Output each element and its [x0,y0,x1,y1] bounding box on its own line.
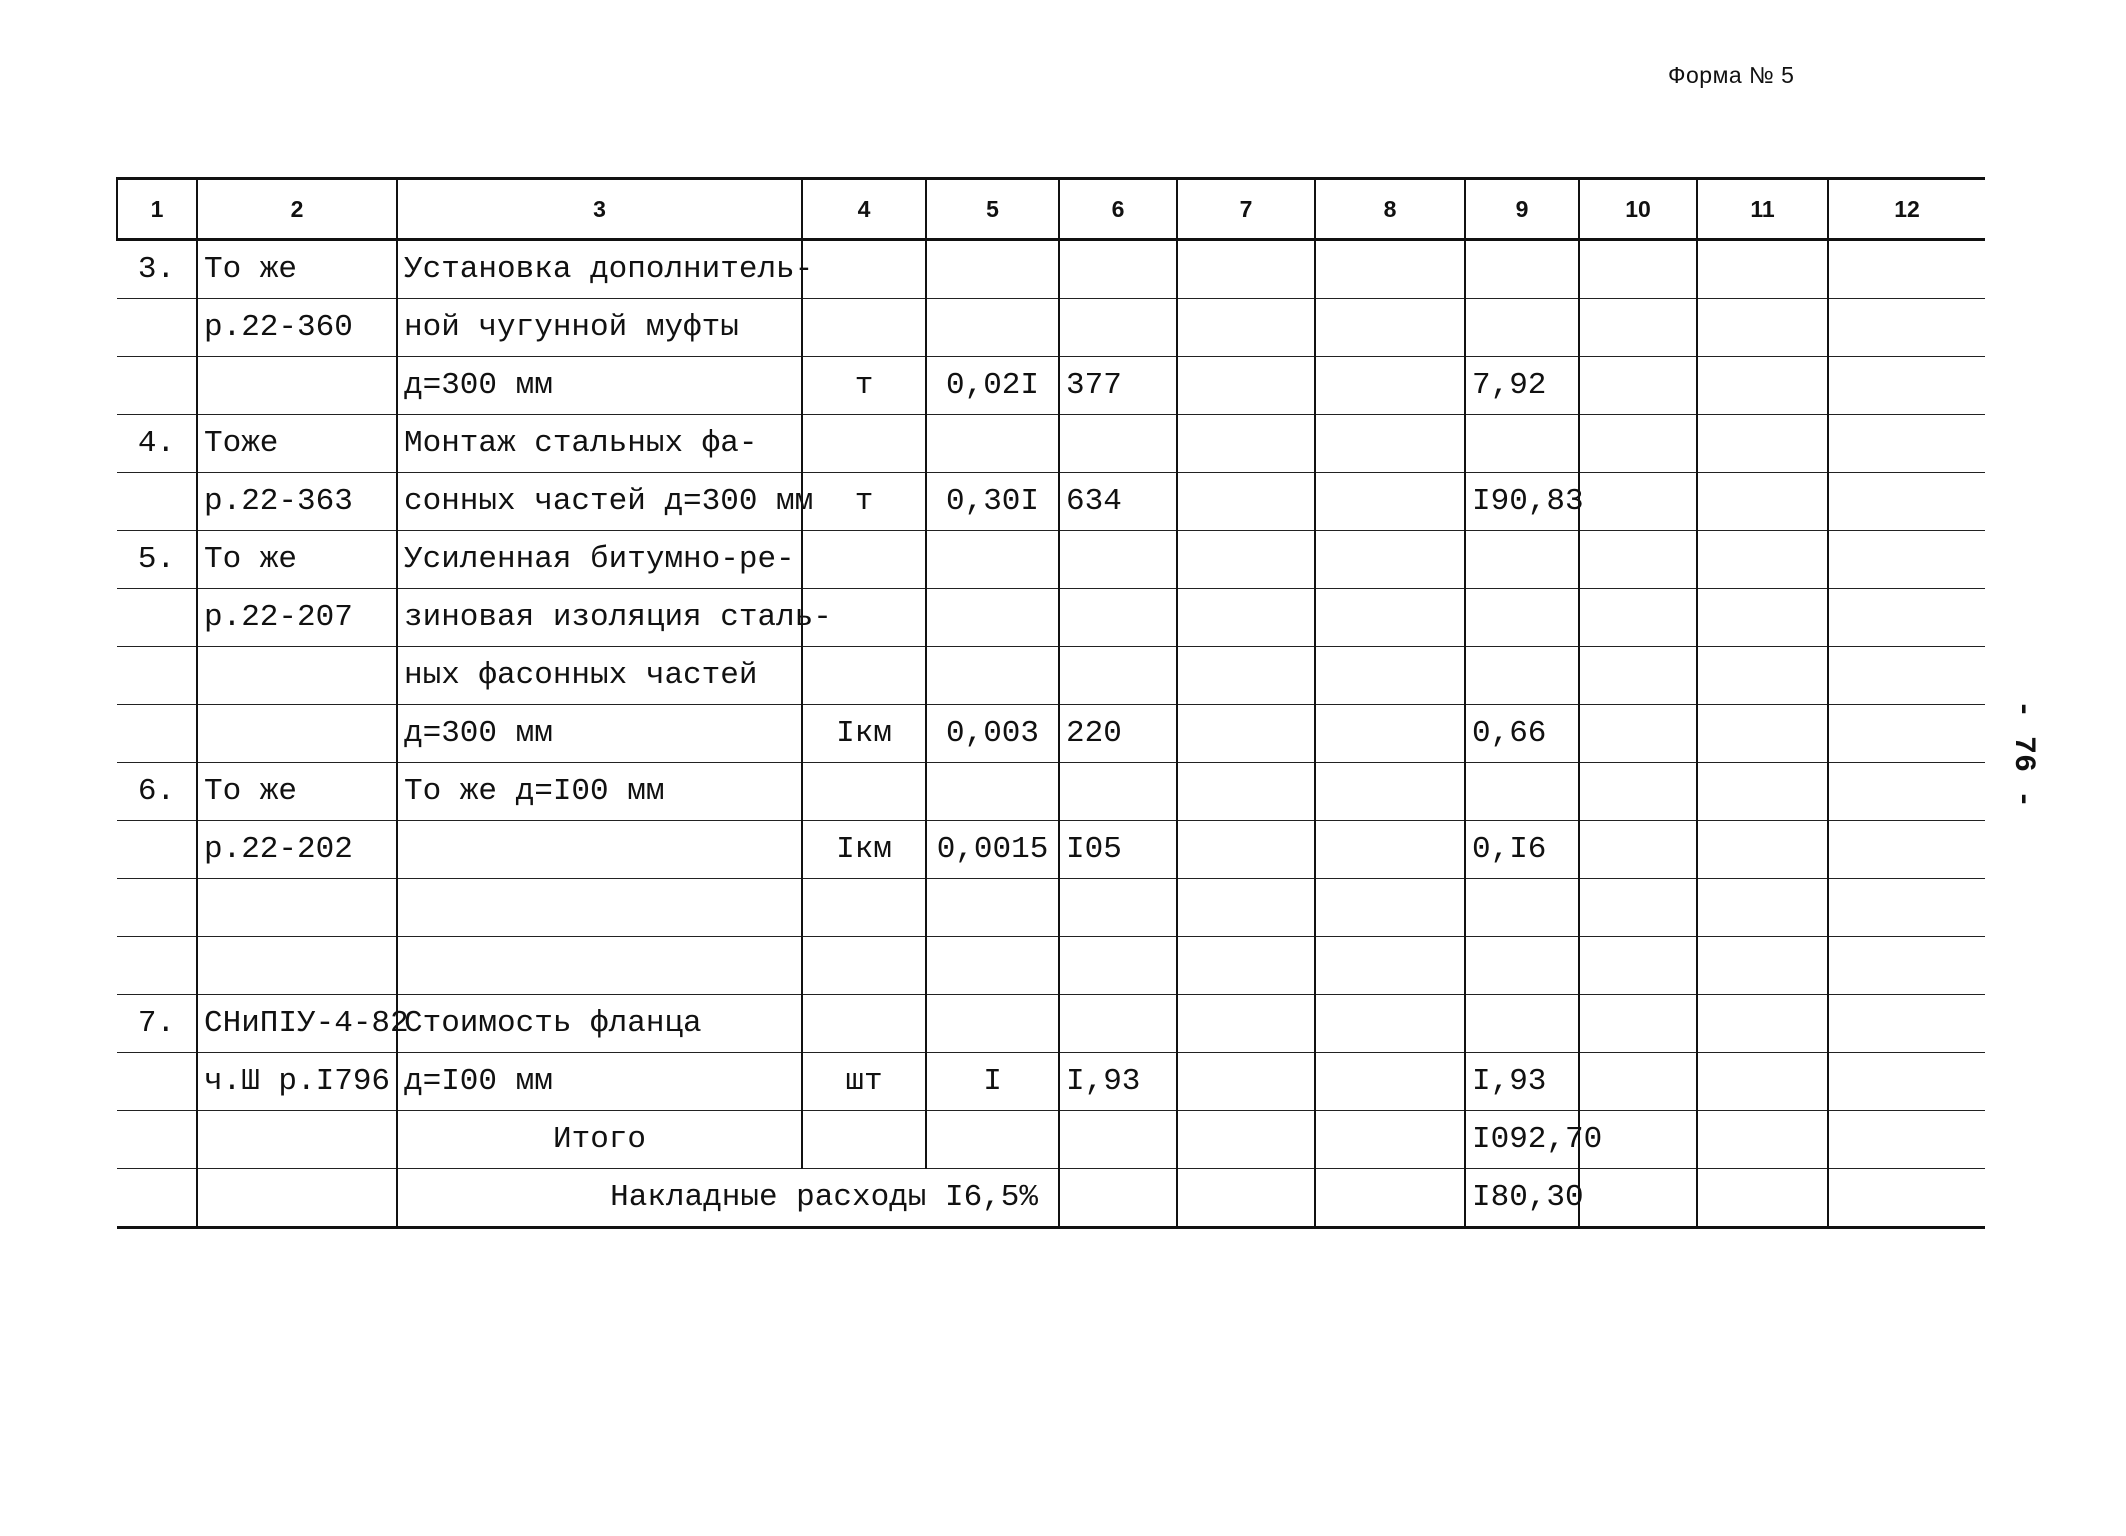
cell-col-9 [1465,240,1579,299]
empty-cell [1828,299,1985,357]
empty-cell [1315,1111,1465,1169]
table-row [117,763,1985,821]
empty-cell [1315,1053,1465,1111]
empty-cell [1315,357,1465,415]
cell-col-3: д=I00 мм [397,1053,802,1111]
cell-col-6 [1059,763,1177,821]
cell-col-4 [802,299,926,357]
cell-col-5: 0,30I [926,473,1059,531]
cell-col-1 [117,937,197,995]
cell-col-1: 5. [117,531,197,589]
table-row [117,821,1985,879]
summary-label: Накладные расходы I6,5% [397,1169,1059,1228]
table-row [117,531,1985,589]
empty-cell [1579,821,1697,879]
table-row [117,589,1985,647]
cell-col-4 [802,531,926,589]
summary-row [117,1169,1985,1228]
empty-cell [1315,415,1465,473]
empty-cell [1177,589,1315,647]
cell-col-4 [802,995,926,1053]
cell-col-3: зиновая изоляция сталь- [397,589,802,647]
cell-col-1 [117,647,197,705]
cell-col-9: I,93 [1465,1053,1579,1111]
empty-cell [1059,1111,1177,1169]
empty-cell [1177,821,1315,879]
empty-cell [1579,531,1697,589]
empty-cell [1697,995,1828,1053]
empty-cell [1579,705,1697,763]
empty-cell [1177,1169,1315,1228]
empty-cell [1579,299,1697,357]
cell-col-1 [117,1053,197,1111]
empty-cell [117,1169,197,1228]
cell-col-2: р.22-207 [197,589,397,647]
cell-col-2: ч.Ш р.I796 [197,1053,397,1111]
cell-col-6: 634 [1059,473,1177,531]
cell-col-6 [1059,995,1177,1053]
empty-cell [1177,937,1315,995]
empty-cell [1697,1111,1828,1169]
cell-col-2: Тоже [197,415,397,473]
empty-cell [1697,821,1828,879]
empty-cell [1315,1169,1465,1228]
cell-col-4 [802,763,926,821]
empty-cell [1579,240,1697,299]
cell-col-2 [197,879,397,937]
table-header [117,179,1985,240]
empty-cell [1315,531,1465,589]
cell-col-4 [802,937,926,995]
empty-cell [1315,647,1465,705]
empty-cell [1579,357,1697,415]
column-header-4: 4 [802,179,926,240]
cell-col-1 [117,473,197,531]
cell-col-2 [197,357,397,415]
cell-col-1: 7. [117,995,197,1053]
cell-col-4 [802,647,926,705]
cell-col-5 [926,589,1059,647]
empty-cell [926,1111,1059,1169]
cell-col-9 [1465,995,1579,1053]
cell-col-5: 0,003 [926,705,1059,763]
empty-cell [1828,647,1985,705]
empty-cell [1697,1053,1828,1111]
empty-cell [1177,647,1315,705]
cell-col-6: 220 [1059,705,1177,763]
cell-col-3: ных фасонных частей [397,647,802,705]
cell-col-1 [117,879,197,937]
empty-cell [1177,995,1315,1053]
empty-cell [1697,299,1828,357]
cell-col-5 [926,763,1059,821]
cell-col-6 [1059,937,1177,995]
empty-cell [1828,879,1985,937]
empty-cell [1315,589,1465,647]
cell-col-5 [926,415,1059,473]
cell-col-3: То же д=I00 мм [397,763,802,821]
empty-cell [1828,415,1985,473]
column-header-8: 8 [1315,179,1465,240]
cell-col-6 [1059,531,1177,589]
empty-cell [197,1169,397,1228]
cell-col-5: I [926,1053,1059,1111]
empty-cell [1315,240,1465,299]
column-header-12: 12 [1828,179,1985,240]
cell-col-2: То же [197,240,397,299]
table-row [117,299,1985,357]
cell-col-4: т [802,357,926,415]
column-header-11: 11 [1697,179,1828,240]
empty-cell [1315,879,1465,937]
column-header-10: 10 [1579,179,1697,240]
empty-cell [1579,995,1697,1053]
empty-cell [1579,879,1697,937]
cell-col-3: д=300 мм [397,705,802,763]
column-header-6: 6 [1059,179,1177,240]
cell-col-5: 0,0015 [926,821,1059,879]
cell-col-2: р.22-363 [197,473,397,531]
cell-col-2: СНиПIУ-4-82 [197,995,397,1053]
empty-cell [1579,937,1697,995]
cell-col-4: Iкм [802,705,926,763]
cell-col-3: Установка дополнитель- [397,240,802,299]
empty-cell [1828,995,1985,1053]
empty-cell [1177,1111,1315,1169]
column-header-3: 3 [397,179,802,240]
empty-cell [1579,647,1697,705]
empty-cell [1697,415,1828,473]
summary-value: I80,30 [1465,1169,1579,1228]
page-number: - 76 - [2006,700,2040,809]
cell-col-6: 377 [1059,357,1177,415]
empty-cell [1828,1053,1985,1111]
cell-col-6 [1059,879,1177,937]
cell-col-6: I,93 [1059,1053,1177,1111]
empty-cell [1177,357,1315,415]
empty-cell [1177,473,1315,531]
empty-cell [1579,1169,1697,1228]
empty-cell [1177,299,1315,357]
empty-cell [802,1111,926,1169]
summary-value: I092,70 [1465,1111,1579,1169]
cell-col-9 [1465,879,1579,937]
empty-cell [1579,763,1697,821]
cell-col-9 [1465,589,1579,647]
empty-cell [1177,240,1315,299]
cell-col-2 [197,647,397,705]
cell-col-2 [197,937,397,995]
cell-col-6 [1059,240,1177,299]
estimate-table [116,177,1985,1229]
form-title: Форма № 5 [1668,62,1795,88]
empty-cell [1828,531,1985,589]
empty-cell [1828,763,1985,821]
cell-col-5 [926,937,1059,995]
empty-cell [1579,473,1697,531]
empty-cell [1697,531,1828,589]
empty-cell [1697,879,1828,937]
empty-cell [1697,357,1828,415]
empty-cell [1828,589,1985,647]
cell-col-3: д=300 мм [397,357,802,415]
table-row [117,473,1985,531]
cell-col-4: Iкм [802,821,926,879]
cell-col-1 [117,589,197,647]
empty-cell [1579,415,1697,473]
empty-cell [1315,299,1465,357]
cell-col-2: То же [197,531,397,589]
cell-col-9 [1465,531,1579,589]
empty-cell [1579,1053,1697,1111]
cell-col-4: т [802,473,926,531]
table-body [117,240,1985,1228]
table-row [117,937,1985,995]
cell-col-1: 3. [117,240,197,299]
empty-cell [1697,763,1828,821]
cell-col-5 [926,995,1059,1053]
empty-cell [1697,705,1828,763]
cell-col-6 [1059,415,1177,473]
empty-cell [1697,1169,1828,1228]
cell-col-1 [117,299,197,357]
column-header-1: 1 [117,179,197,240]
cell-col-4 [802,240,926,299]
empty-cell [1828,705,1985,763]
empty-cell [1177,763,1315,821]
cell-col-1: 6. [117,763,197,821]
cell-col-6 [1059,647,1177,705]
empty-cell [1315,995,1465,1053]
summary-label: Итого [397,1111,802,1169]
cell-col-9 [1465,763,1579,821]
empty-cell [1177,879,1315,937]
cell-col-3: сонных частей д=300 мм [397,473,802,531]
cell-col-6 [1059,299,1177,357]
empty-cell [1315,937,1465,995]
cell-col-9: 0,66 [1465,705,1579,763]
empty-cell [1579,589,1697,647]
cell-col-3: ной чугунной муфты [397,299,802,357]
cell-col-5: 0,02I [926,357,1059,415]
cell-col-3: Усиленная битумно-ре- [397,531,802,589]
cell-col-1: 4. [117,415,197,473]
cell-col-1 [117,821,197,879]
table-row [117,705,1985,763]
cell-col-3: Монтаж стальных фа- [397,415,802,473]
table-row [117,995,1985,1053]
table-row [117,647,1985,705]
cell-col-9: 0,I6 [1465,821,1579,879]
cell-col-1 [117,705,197,763]
empty-cell [1697,647,1828,705]
empty-cell [1697,473,1828,531]
column-header-7: 7 [1177,179,1315,240]
empty-cell [1697,589,1828,647]
empty-cell [1828,1111,1985,1169]
empty-cell [1315,821,1465,879]
cell-col-5 [926,240,1059,299]
empty-cell [1059,1169,1177,1228]
empty-cell [1177,705,1315,763]
cell-col-5 [926,531,1059,589]
cell-col-1 [117,357,197,415]
cell-col-5 [926,879,1059,937]
table-row [117,357,1985,415]
cell-col-4 [802,415,926,473]
empty-cell [1697,240,1828,299]
cell-col-9 [1465,647,1579,705]
column-header-2: 2 [197,179,397,240]
empty-cell [1315,705,1465,763]
cell-col-2: р.22-360 [197,299,397,357]
column-header-9: 9 [1465,179,1579,240]
cell-col-5 [926,299,1059,357]
empty-cell [197,1111,397,1169]
cell-col-2 [197,705,397,763]
empty-cell [1177,1053,1315,1111]
cell-col-4 [802,879,926,937]
empty-cell [1828,473,1985,531]
empty-cell [1828,1169,1985,1228]
cell-col-5 [926,647,1059,705]
empty-cell [1828,357,1985,415]
cell-col-9 [1465,299,1579,357]
table-row [117,240,1985,299]
empty-cell [1828,240,1985,299]
table-row [117,879,1985,937]
cell-col-9 [1465,415,1579,473]
column-header-5: 5 [926,179,1059,240]
cell-col-3 [397,821,802,879]
table-row [117,1053,1985,1111]
cell-col-9: 7,92 [1465,357,1579,415]
empty-cell [1828,937,1985,995]
cell-col-3 [397,879,802,937]
empty-cell [1177,531,1315,589]
summary-row [117,1111,1985,1169]
cell-col-4: шт [802,1053,926,1111]
empty-cell [1315,473,1465,531]
cell-col-2: р.22-202 [197,821,397,879]
cell-col-9 [1465,937,1579,995]
empty-cell [117,1111,197,1169]
empty-cell [1177,415,1315,473]
cell-col-2: То же [197,763,397,821]
cell-col-9: I90,83 [1465,473,1579,531]
empty-cell [1828,821,1985,879]
cell-col-3 [397,937,802,995]
cell-col-6: I05 [1059,821,1177,879]
empty-cell [1697,937,1828,995]
empty-cell [1315,763,1465,821]
cell-col-3: Стоимость фланца [397,995,802,1053]
table-row [117,415,1985,473]
cell-col-6 [1059,589,1177,647]
